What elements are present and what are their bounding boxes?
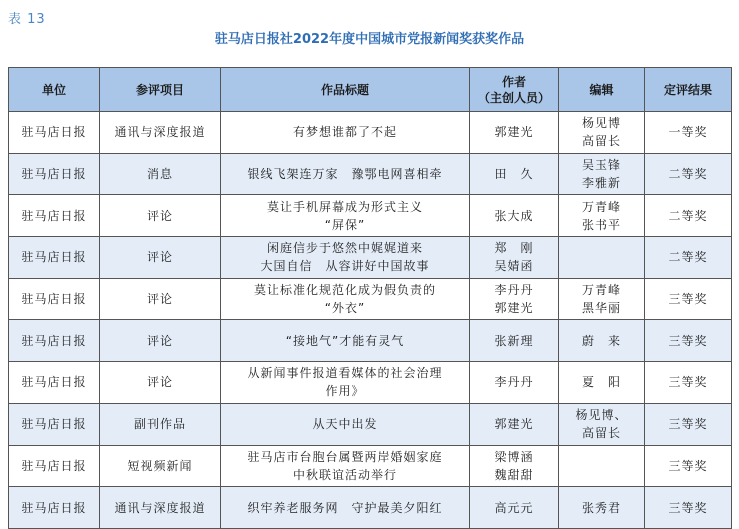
cell-category: 评论 xyxy=(100,237,221,279)
cell-unit: 驻马店日报 xyxy=(9,112,100,154)
cell-editor xyxy=(559,237,645,279)
table-number: 表 13 xyxy=(8,12,46,27)
cell-unit: 驻马店日报 xyxy=(9,237,100,279)
cell-editor: 张秀君 xyxy=(559,487,645,529)
table-row xyxy=(9,153,732,195)
table-row xyxy=(9,112,732,154)
column-header-result: 定评结果 xyxy=(645,68,732,112)
cell-editor: 杨见博、 高留长 xyxy=(559,403,645,445)
column-header-author: 作者 （主创人员） xyxy=(470,68,559,112)
column-header-work-title: 作品标题 xyxy=(221,68,470,112)
awards-table xyxy=(8,67,732,529)
table-row xyxy=(9,403,732,445)
cell-editor: 蔚 来 xyxy=(559,320,645,362)
cell-result: 二等奖 xyxy=(645,195,732,237)
cell-author: 郭建光 xyxy=(470,112,559,154)
cell-category: 评论 xyxy=(100,362,221,404)
cell-editor: 夏 阳 xyxy=(559,362,645,404)
cell-result: 三等奖 xyxy=(645,487,732,529)
cell-unit: 驻马店日报 xyxy=(9,403,100,445)
table-row xyxy=(9,320,732,362)
cell-work-title: 银线飞架连万家 豫鄂电网喜相牵 xyxy=(221,153,470,195)
column-header-category: 参评项目 xyxy=(100,68,221,112)
cell-unit: 驻马店日报 xyxy=(9,153,100,195)
table-row xyxy=(9,278,732,320)
cell-unit: 驻马店日报 xyxy=(9,362,100,404)
cell-result: 三等奖 xyxy=(645,403,732,445)
cell-unit: 驻马店日报 xyxy=(9,487,100,529)
cell-work-title: “接地气”才能有灵气 xyxy=(221,320,470,362)
table-row xyxy=(9,237,732,279)
column-header-unit: 单位 xyxy=(9,68,100,112)
cell-result: 一等奖 xyxy=(645,112,732,154)
cell-author: 郑 刚 吴婧函 xyxy=(470,237,559,279)
cell-author: 李丹丹 郭建光 xyxy=(470,278,559,320)
table-row xyxy=(9,445,732,487)
cell-unit: 驻马店日报 xyxy=(9,195,100,237)
cell-work-title: 从新闻事件报道看媒体的社会治理 作用》 xyxy=(221,362,470,404)
cell-editor: 吴玉锋 李雅新 xyxy=(559,153,645,195)
cell-author: 郭建光 xyxy=(470,403,559,445)
cell-author: 高元元 xyxy=(470,487,559,529)
cell-work-title: 莫让手机屏幕成为形式主义 “屏保” xyxy=(221,195,470,237)
cell-work-title: 驻马店市台胞台属暨两岸婚姻家庭 中秋联谊活动举行 xyxy=(221,445,470,487)
cell-unit: 驻马店日报 xyxy=(9,320,100,362)
cell-author: 田 久 xyxy=(470,153,559,195)
cell-category: 评论 xyxy=(100,320,221,362)
cell-author: 李丹丹 xyxy=(470,362,559,404)
cell-author: 梁博涵 魏甜甜 xyxy=(470,445,559,487)
cell-category: 副刊作品 xyxy=(100,403,221,445)
cell-result: 三等奖 xyxy=(645,320,732,362)
cell-editor: 万青峰 黑华丽 xyxy=(559,278,645,320)
cell-work-title: 从天中出发 xyxy=(221,403,470,445)
cell-author: 张新理 xyxy=(470,320,559,362)
cell-unit: 驻马店日报 xyxy=(9,445,100,487)
cell-editor xyxy=(559,445,645,487)
document-title: 驻马店日报社2022年度中国城市党报新闻奖获奖作品 xyxy=(214,32,525,47)
cell-result: 二等奖 xyxy=(645,153,732,195)
cell-category: 通讯与深度报道 xyxy=(100,112,221,154)
table-body xyxy=(9,112,732,529)
cell-work-title: 莫让标准化规范化成为假负责的 “外衣” xyxy=(221,278,470,320)
cell-editor: 杨见博 高留长 xyxy=(559,112,645,154)
cell-category: 评论 xyxy=(100,278,221,320)
cell-category: 消息 xyxy=(100,153,221,195)
cell-work-title: 织牢养老服务网 守护最美夕阳红 xyxy=(221,487,470,529)
cell-editor: 万青峰 张书平 xyxy=(559,195,645,237)
table-row xyxy=(9,487,732,529)
cell-work-title: 有梦想谁都了不起 xyxy=(221,112,470,154)
cell-result: 三等奖 xyxy=(645,278,732,320)
cell-category: 短视频新闻 xyxy=(100,445,221,487)
cell-category: 通讯与深度报道 xyxy=(100,487,221,529)
cell-category: 评论 xyxy=(100,195,221,237)
table-row xyxy=(9,195,732,237)
cell-result: 二等奖 xyxy=(645,237,732,279)
cell-result: 三等奖 xyxy=(645,362,732,404)
column-header-editor: 编辑 xyxy=(559,68,645,112)
table-header-row xyxy=(9,68,732,112)
cell-unit: 驻马店日报 xyxy=(9,278,100,320)
cell-work-title: 闲庭信步于悠然中娓娓道来 大国自信 从容讲好中国故事 xyxy=(221,237,470,279)
table-row xyxy=(9,362,732,404)
cell-author: 张大成 xyxy=(470,195,559,237)
cell-result: 三等奖 xyxy=(645,445,732,487)
